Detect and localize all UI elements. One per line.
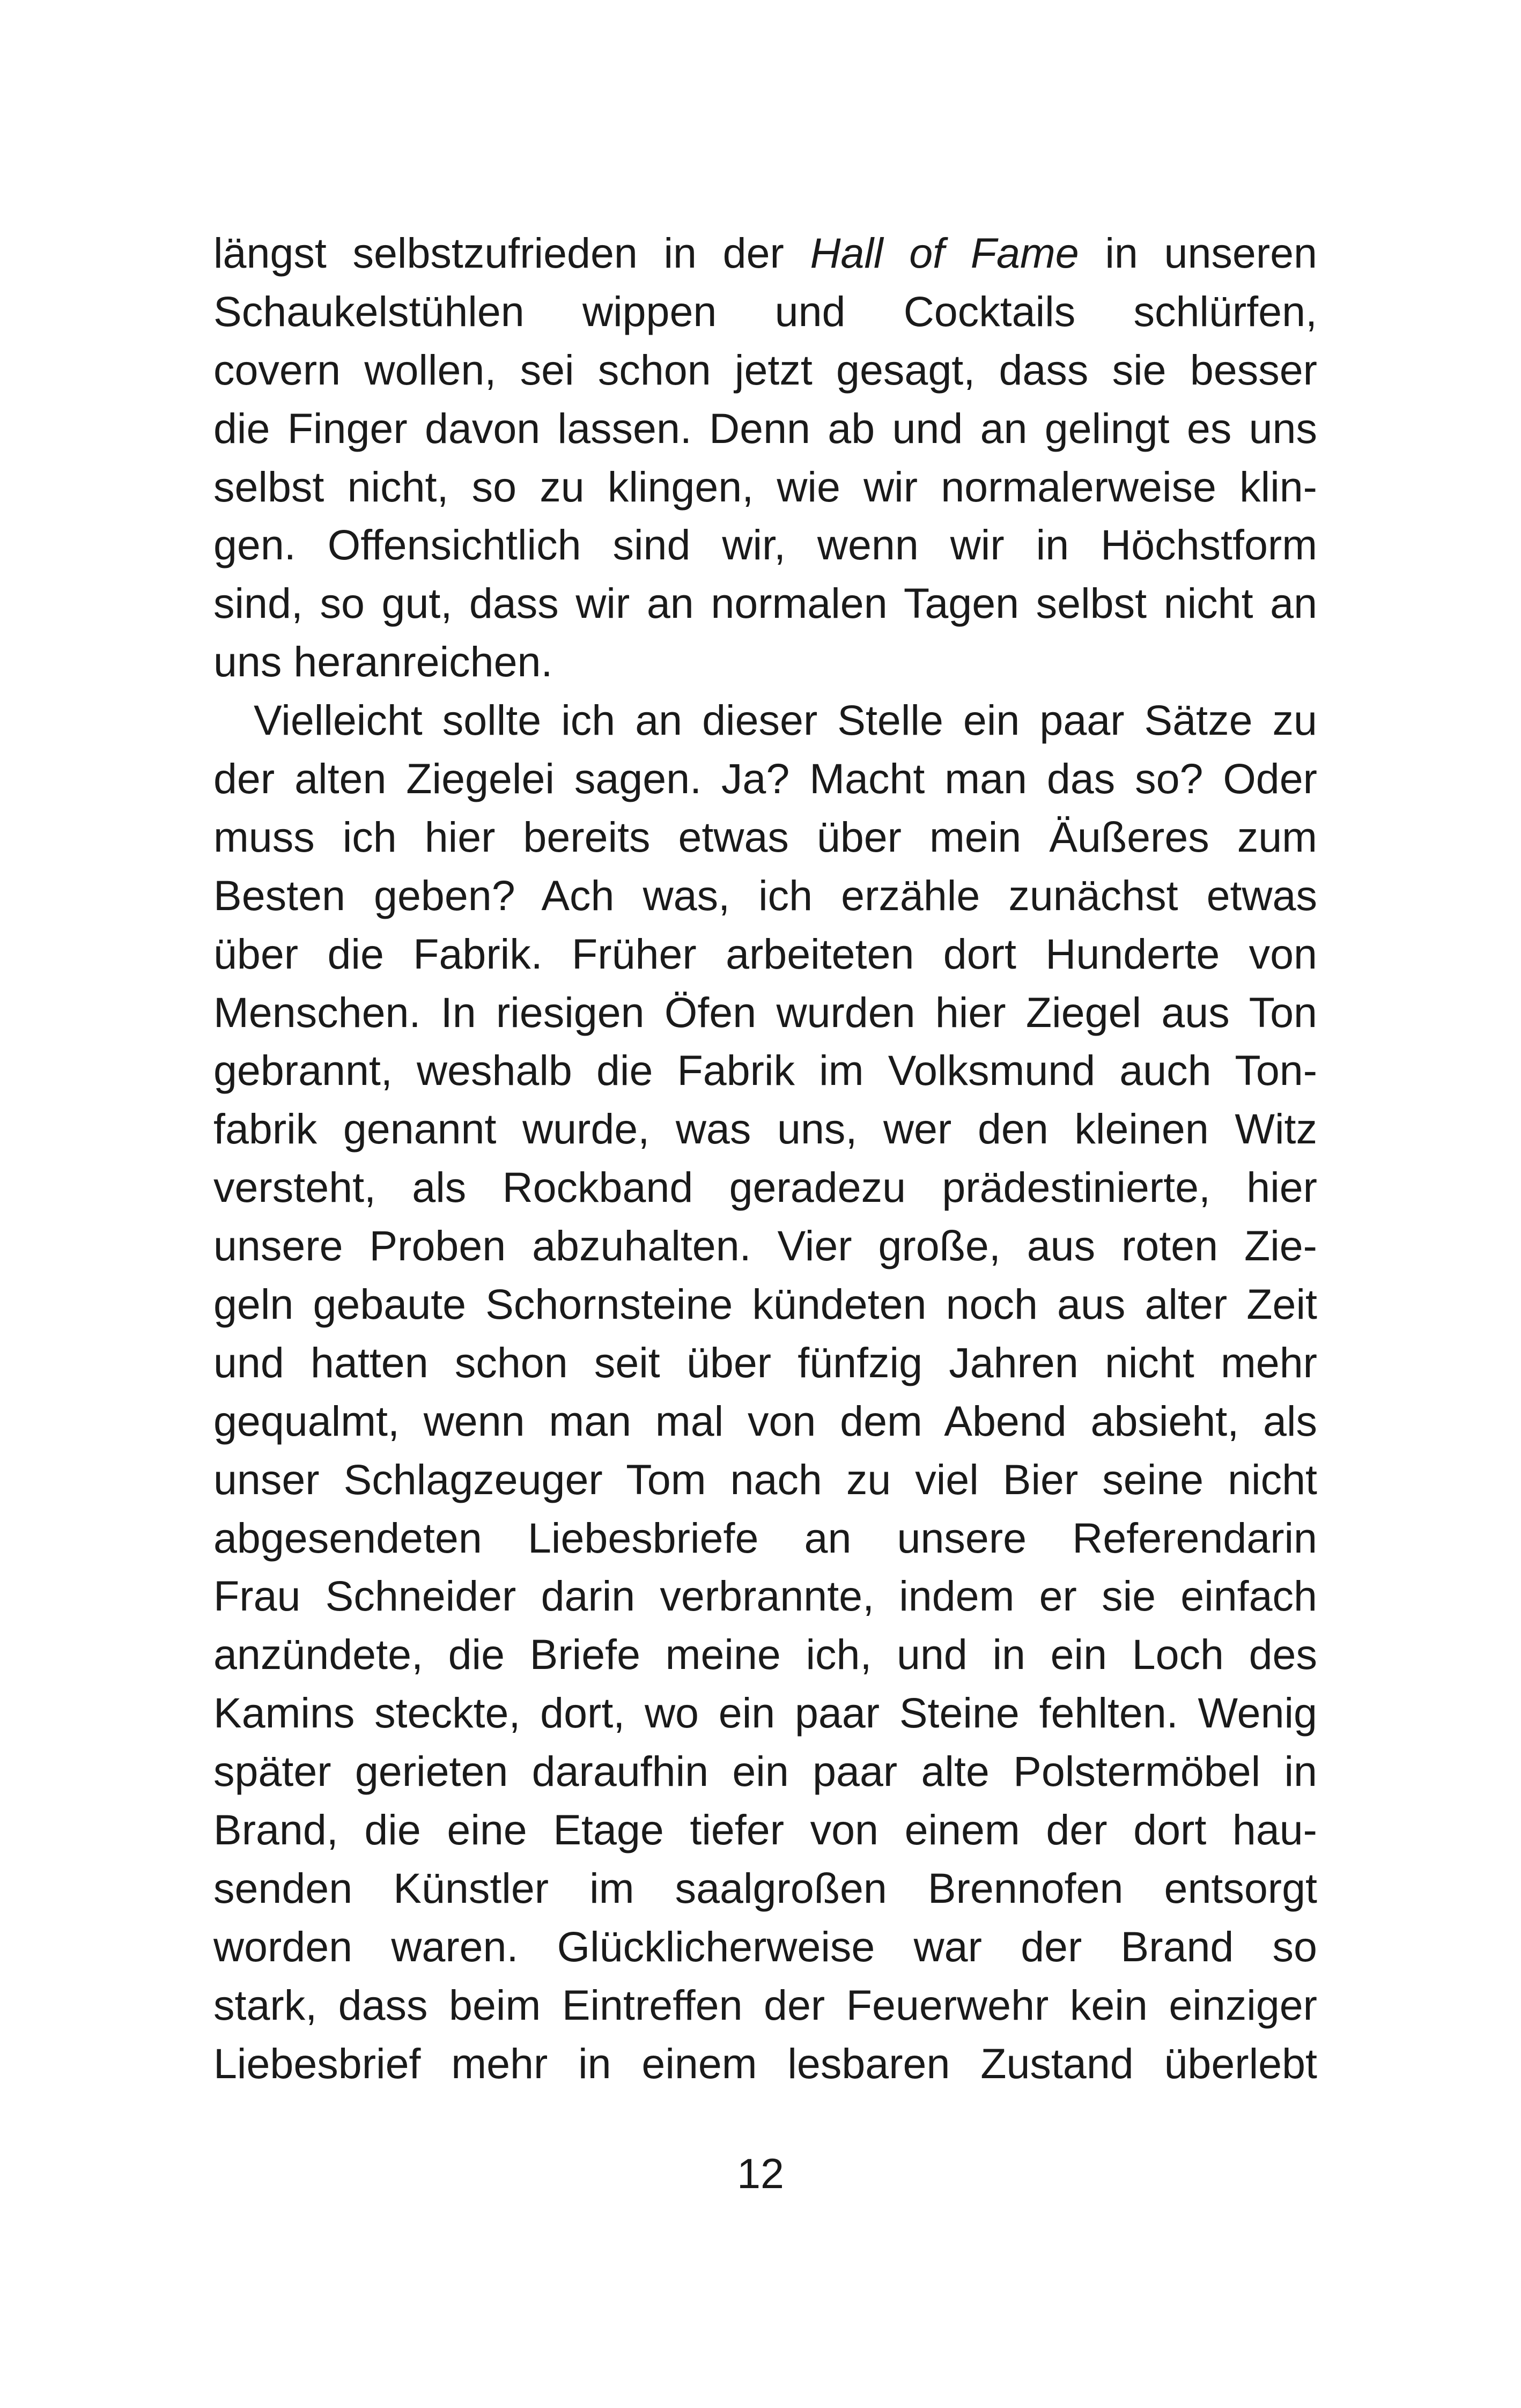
text-line xyxy=(213,1859,1317,1918)
text-run: geln gebaute Schornsteine kündeten noch aus alter Zeit xyxy=(213,1280,1317,1328)
text-line xyxy=(213,1392,1317,1451)
text-run: covern wollen, sei schon jetzt gesagt, dass sie besser xyxy=(213,345,1317,394)
text-line xyxy=(213,1918,1317,1976)
text-run: muss ich hier bereits etwas über mein Äußeres zum xyxy=(213,812,1317,861)
text-line xyxy=(213,1100,1317,1158)
text-run: Besten geben? Ach was, ich erzähle zunächst etwas xyxy=(213,871,1317,919)
italic-text: Hall of Fame xyxy=(810,229,1079,277)
text-line xyxy=(213,1217,1317,1275)
text-run: versteht, als Rockband geradezu prädestinierte, hier xyxy=(213,1163,1317,1212)
text-run: Menschen. In riesigen Öfen wurden hier Ziegel aus Ton xyxy=(213,988,1317,1036)
text-line xyxy=(213,633,1317,691)
text-run: anzündete, die Briefe meine ich, und in ein Loch des xyxy=(213,1630,1317,1679)
text-line xyxy=(213,1626,1317,1684)
text-line xyxy=(213,400,1317,458)
text-line xyxy=(213,1509,1317,1568)
text-line xyxy=(213,691,1317,750)
text-run: gequalmt, wenn man mal von dem Abend absieht, als xyxy=(213,1397,1317,1445)
text-line xyxy=(213,808,1317,867)
text-line xyxy=(213,1684,1317,1742)
text-line xyxy=(213,1742,1317,1801)
text-run: der alten Ziegelei sagen. Ja? Macht man das so? Oder xyxy=(213,755,1317,803)
text-run: abgesendeten Liebesbriefe an unsere Referendarin xyxy=(213,1513,1317,1562)
text-run: fabrik genannt wurde, was uns, wer den kleinen Witz xyxy=(213,1105,1317,1153)
text-line xyxy=(213,1567,1317,1626)
text-line xyxy=(213,1042,1317,1100)
paragraph xyxy=(213,224,1317,691)
text-run: Frau Schneider darin verbrannte, indem er sie einfach xyxy=(213,1572,1317,1620)
text-run: stark, dass beim Eintreffen der Feuerwehr kein einziger xyxy=(213,1981,1317,2029)
text-line xyxy=(213,1801,1317,1859)
text-run: unsere Proben abzuhalten. Vier große, aus roten Zie- xyxy=(213,1222,1317,1270)
text-line xyxy=(213,1334,1317,1392)
text-line xyxy=(213,867,1317,925)
text-run: worden waren. Glücklicherweise war der Brand so xyxy=(213,1922,1317,1970)
text-run: Kamins steckte, dort, wo ein paar Steine fehlten. Wenig xyxy=(213,1689,1317,1737)
text-line xyxy=(213,984,1317,1042)
text-line xyxy=(213,2035,1317,2093)
text-line xyxy=(213,750,1317,808)
text-run: später gerieten daraufhin ein paar alte Polstermöbel in xyxy=(213,1747,1317,1796)
text-run: senden Künstler im saalgroßen Brennofen entsorgt xyxy=(213,1864,1317,1912)
text-run: uns heranreichen. xyxy=(213,638,553,686)
text-run: Schaukelstühlen wippen und Cocktails schlürfen, xyxy=(213,287,1317,335)
text-run: selbst nicht, so zu klingen, wie wir normalerweise klin- xyxy=(213,462,1317,511)
text-line xyxy=(213,1275,1317,1334)
body-text xyxy=(213,224,1317,2093)
text-line xyxy=(213,224,1317,283)
text-line xyxy=(213,574,1317,633)
text-run: über die Fabrik. Früher arbeiteten dort Hunderte von xyxy=(213,929,1317,978)
text-run: gen. Offensichtlich sind wir, wenn wir in Höchstform xyxy=(213,521,1317,569)
paragraph xyxy=(213,691,1317,2093)
text-line xyxy=(213,1451,1317,1509)
text-line xyxy=(213,341,1317,400)
text-run: die Finger davon lassen. Denn ab und an gelingt es uns xyxy=(213,404,1317,452)
text-line xyxy=(213,283,1317,341)
text-run: Vielleicht sollte ich an dieser Stelle ein paar Sätze zu xyxy=(254,696,1317,744)
text-run: sind, so gut, dass wir an normalen Tagen selbst nicht an xyxy=(213,579,1317,627)
text-run: längst selbstzufrieden in der xyxy=(213,229,810,277)
text-line xyxy=(213,925,1317,984)
text-run: gebrannt, weshalb die Fabrik im Volksmund auch Ton- xyxy=(213,1046,1317,1095)
text-run: unser Schlagzeuger Tom nach zu viel Bier seine nicht xyxy=(213,1455,1317,1503)
text-run: in unseren xyxy=(1079,229,1317,277)
text-line xyxy=(213,1158,1317,1217)
text-run: und hatten schon seit über fünfzig Jahren nicht mehr xyxy=(213,1338,1317,1386)
text-line xyxy=(213,516,1317,574)
text-run: Brand, die eine Etage tiefer von einem der dort hau- xyxy=(213,1806,1317,1854)
page-number: 12 xyxy=(737,2150,784,2197)
text-line xyxy=(213,1976,1317,2035)
text-run: Liebesbrief mehr in einem lesbaren Zustand überlebt xyxy=(213,2039,1317,2087)
text-line xyxy=(213,458,1317,516)
